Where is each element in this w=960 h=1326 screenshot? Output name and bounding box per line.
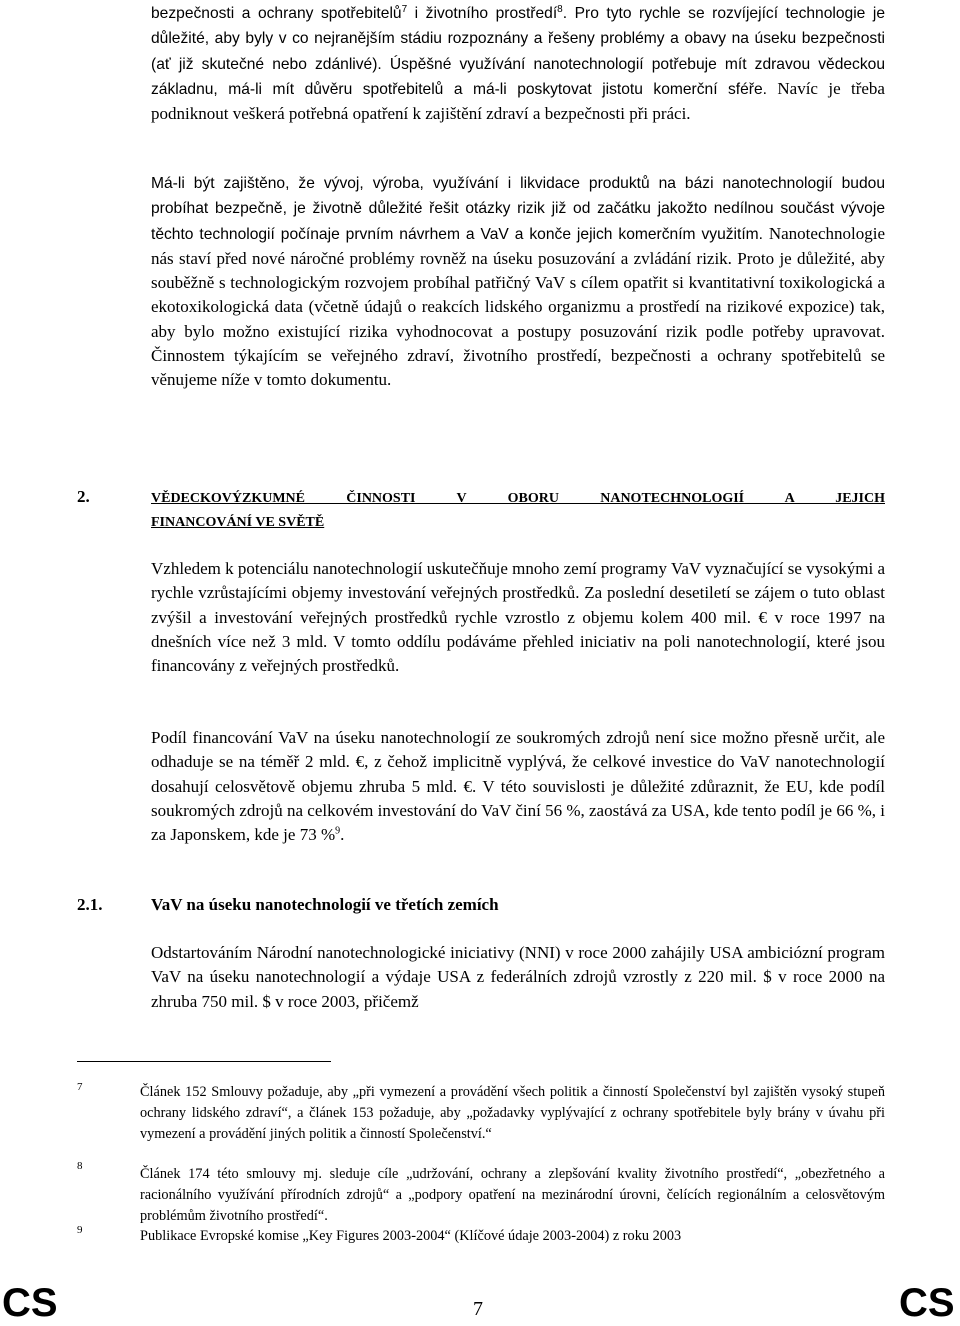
footnote-8-number: 8 bbox=[77, 1160, 83, 1172]
footnote-separator bbox=[77, 1061, 331, 1062]
footer-language-right: CS bbox=[899, 1281, 955, 1325]
paragraph-2-sans: Má-li být zajištěno, že vývoj, výroba, využívání i likvidace produktů na bázi nanotechnologií budou probíhat bezpečně, je životně důležité řešit otázky rizik již od začátku jakožto nedílnou součást vývoje těchto technologií počínaje prvním návrhem a VaV a konče jejich komerčním využitím. bbox=[151, 175, 885, 243]
paragraph-1-tail: Navíc je třeba podniknout veškerá potřebná opatření k zajištění zdraví a bezpečnosti při práci. bbox=[151, 78, 885, 124]
footnote-ref-7[interactable]: 7 bbox=[401, 3, 408, 15]
section-2-title: VĚDECKOVÝZKUMNÉ ČINNOSTI V OBORU NANOTECHNOLOGIÍ A JEJICH bbox=[151, 491, 885, 506]
paragraph-2 bbox=[151, 171, 885, 393]
footnote-7-number: 7 bbox=[77, 1081, 83, 1093]
paragraph-1-start: bezpečnosti a ochrany spotřebitelů$^7$ i životního prostředí$^8$. Pro tyto rychle se rozvíjející technologie je důležité, aby byly v co nejranějším stádiu rozpoznány a řešeny problémy a obavy na úseku bezpečnosti (ať již skutečné nebo zdánlivé). Úspěšné využívání nanotechnologií potřebuje mít zdravou vědeckou základnu, má-li mít důvěru spotřebitelů a má-li poskytovat jistotu komerční sféře. bbox=[151, 3, 885, 98]
paragraph-3: Vzhledem k potenciálu nanotechnologií uskutečňuje mnoho zemí programy VaV vyznačující se vysokými a rychle vzrůstajícími objemy investování veřejných prostředků. Za poslední desetiletí se zájem o tuto oblast zvýšil a investování veřejných prostředků rychle vzrostlo z objemu kolem 400 mil. € v roce 1997 na dnešních více než 3 mld. V tomto oddílu podáváme přehled iniciativ na poli nanotechnologií, které jsou financovány z veřejných prostředků. bbox=[151, 559, 885, 676]
footnote-8: Článek 174 této smlouvy mj. sleduje cíle „udržování, ochrany a zlepšování kvality životního prostředí“, „obezřetného a racionálního využívání přírodních zdrojů“ a „podpory opatření na mezinárodní úrovni, čelících regionálním a celosvětovým problémům životního prostředí“. bbox=[140, 1166, 885, 1224]
footnote-ref-8[interactable]: 8 bbox=[557, 3, 563, 15]
page-number: 7 bbox=[473, 1298, 483, 1320]
footnote-7: Článek 152 Smlouvy požaduje, aby „při vymezení a provádění všech politik a činností Společenství byl zajištěn vysoký stupeň ochrany lidského zdraví“, a článek 153 požaduje, aby „požadavky vyplývající z ochrany spotřebitele byly brány v úvahu při vymezení a provádění jiných politik a činností Společenství.“ bbox=[140, 1084, 885, 1142]
footnote-9: Publikace Evropské komise „Key Figures 2003-2004“ (Klíčové údaje 2003-2004) z roku 2003 bbox=[140, 1228, 682, 1244]
section-2-title-line2: FINANCOVÁNÍ VE SVĚTĚ bbox=[151, 515, 325, 530]
footer-language-left: CS bbox=[2, 1281, 58, 1325]
section-2-1-number: 2.1. bbox=[77, 895, 103, 914]
section-2-1-title: VaV na úseku nanotechnologií ve třetích zemích bbox=[151, 895, 499, 914]
footnote-9-number: 9 bbox=[77, 1224, 83, 1236]
paragraph-1 bbox=[151, 1, 885, 126]
paragraph-2-serif: Nanotechnologie nás staví před nové náročné problémy rovněž na úseku posuzování a zvládání rizik. Proto je důležité, aby souběžně s technologickým rozvojem probíhal patřičný VaV s cílem opatřit si kvantitativní toxikologická a ekotoxikologická data (včetně údajů o reakcích lidského organizmu a prostředí na rizikové expozice) tak, aby bylo možno existující rizika vyhodnocovat a postupy posuzování rizik podle potřeby upravovat. Činnostem týkajícím se veřejného zdraví, životního prostředí, bezpečnosti a ochrany spotřebitelů se věnujeme níže v tomto dokumentu. bbox=[151, 223, 885, 390]
footnote-ref-9[interactable]: 9 bbox=[335, 825, 341, 837]
paragraph-4: Podíl financování VaV na úseku nanotechnologií ze soukromých zdrojů není sice možno přesně určit, ale odhaduje se na téměř 2 mld. €, z čehož implicitně vyplývá, že celkové investice do VaV nanotechnologií dosahují celosvětově objemu zhruba 5 mld. €. V této souvislosti je důležité zdůraznit, že EU, kde podíl soukromých zdrojů na celkovém investování do VaV činí 56 %, zaostává za USA, kde tento podíl je 66 %, i za Japonskem, kde je 73 %$^9$. bbox=[151, 728, 885, 845]
section-2-number: 2. bbox=[77, 487, 90, 506]
paragraph-5: Odstartováním Národní nanotechnologické iniciativy (NNI) v roce 2000 zahájily USA ambiciózní program VaV na úseku nanotechnologií a výdaje USA z federálních zdrojů vzrostly z 220 mil. $ v roce 2000 na zhruba 750 mil. $ v roce 2003, přičemž bbox=[151, 943, 885, 1011]
